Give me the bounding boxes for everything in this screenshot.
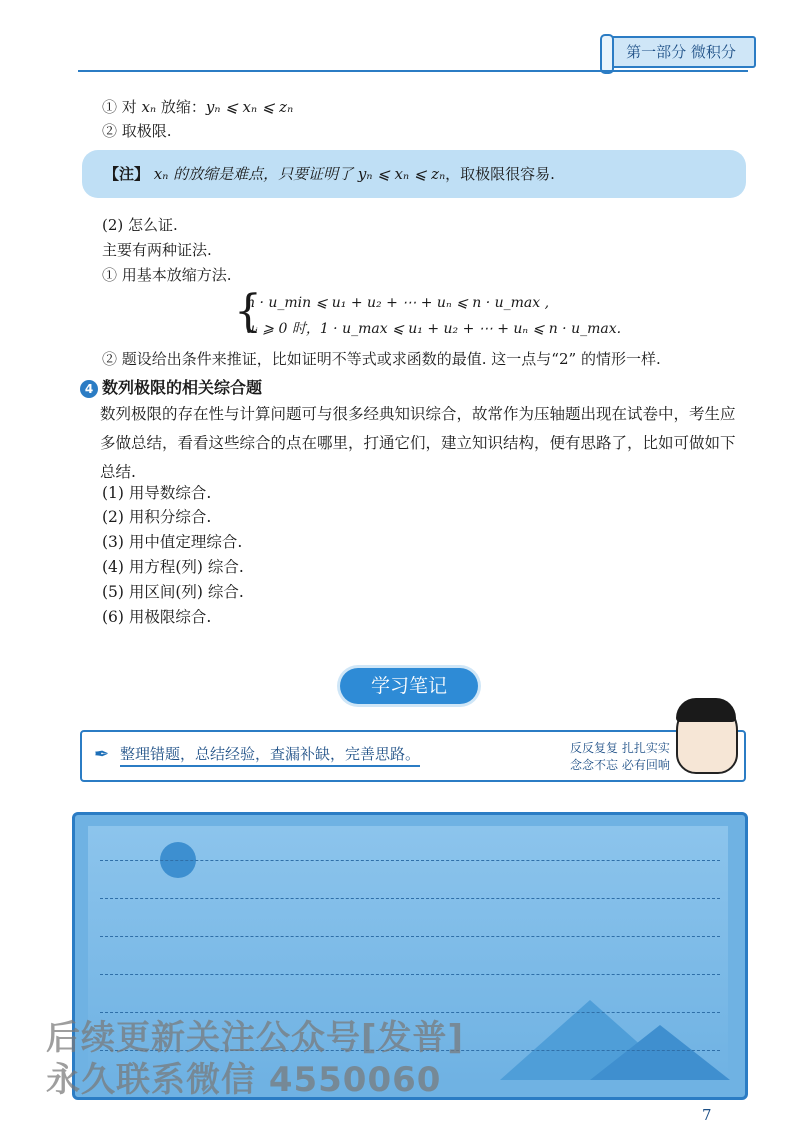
step-2-line: ② 取极限. [102, 122, 172, 140]
page-number: 7 [702, 1106, 712, 1124]
how-main: 主要有两种证法. [102, 241, 212, 259]
list-item: (2) 用积分综合. [102, 508, 212, 526]
mountain-icon [590, 1025, 730, 1080]
brace-symbol: { [234, 286, 262, 337]
step-1-line [102, 96, 293, 118]
formula-1: n · u_min ⩽ u₁ + u₂ + ⋯ + uₙ ⩽ n · u_max , [246, 295, 550, 311]
tip-text: 整理错题，总结经验，查漏补缺，完善思路。 [120, 743, 420, 767]
ruled-line [100, 898, 720, 899]
how-question: (2) 怎么证. [102, 216, 178, 234]
list-item: (4) 用方程(列) 综合. [102, 558, 244, 576]
note-inequality: yₙ ⩽ xₙ ⩽ zₙ [357, 165, 446, 183]
ruled-line [100, 974, 720, 975]
method-2: ② 题设给出条件来推证，比如证明不等式或求函数的最值. 这一点与“2” 的情形一样. [102, 350, 661, 368]
watermark-line-2: 永久联系微信 4550060 [46, 1060, 442, 1100]
note-tag: 【注】 [104, 165, 150, 183]
study-notes-banner: 学习笔记 [340, 668, 478, 704]
step-1-var: xₙ [141, 98, 157, 116]
list-item: (6) 用极限综合. [102, 608, 212, 626]
note-text-a: xₙ 的放缩是难点，只要证明了 [149, 165, 358, 183]
ruled-line [100, 936, 720, 937]
list-item: (1) 用导数综合. [102, 484, 212, 502]
ruled-line [100, 1012, 720, 1013]
motto-line-2: 念念不忘 必有回响 [570, 758, 670, 772]
header-rule [78, 70, 748, 72]
list-item: (3) 用中值定理综合. [102, 533, 243, 551]
teacher-avatar-icon [676, 700, 738, 774]
watermark-line-1: 后续更新关注公众号[发普] [46, 1018, 465, 1058]
method-1: ① 用基本放缩方法. [102, 266, 232, 284]
step-1-suffix: 放缩： [156, 98, 206, 116]
section-paragraph: 数列极限的存在性与计算问题可与很多经典知识综合，故常作为压轴题出现在试卷中，考生应多做总结，看看这些综合的点在哪里，打通它们，建立知识结构，便有思路了，比如可做如下总结. [100, 405, 736, 481]
formula-2: uᵢ ⩾ 0 时，1 · u_max ⩽ u₁ + u₂ + ⋯ + uₙ ⩽ n · u_max. [246, 321, 622, 337]
chapter-tag: 第一部分 微积分 [606, 36, 756, 68]
step-1-inequality: yₙ ⩽ xₙ ⩽ zₙ [205, 98, 294, 116]
section-number-badge: 4 [80, 380, 98, 398]
section-title: 数列极限的相关综合题 [102, 378, 263, 397]
list-item: (5) 用区间(列) 综合. [102, 583, 244, 601]
motto-line-1: 反反复复 扎扎实实 [570, 741, 670, 755]
step-1-prefix: ① 对 [102, 98, 142, 116]
note-text [104, 163, 555, 185]
pen-icon: ✒ [94, 744, 110, 765]
ruled-line [100, 860, 720, 861]
note-text-b: ，取极限很容易. [445, 165, 555, 183]
